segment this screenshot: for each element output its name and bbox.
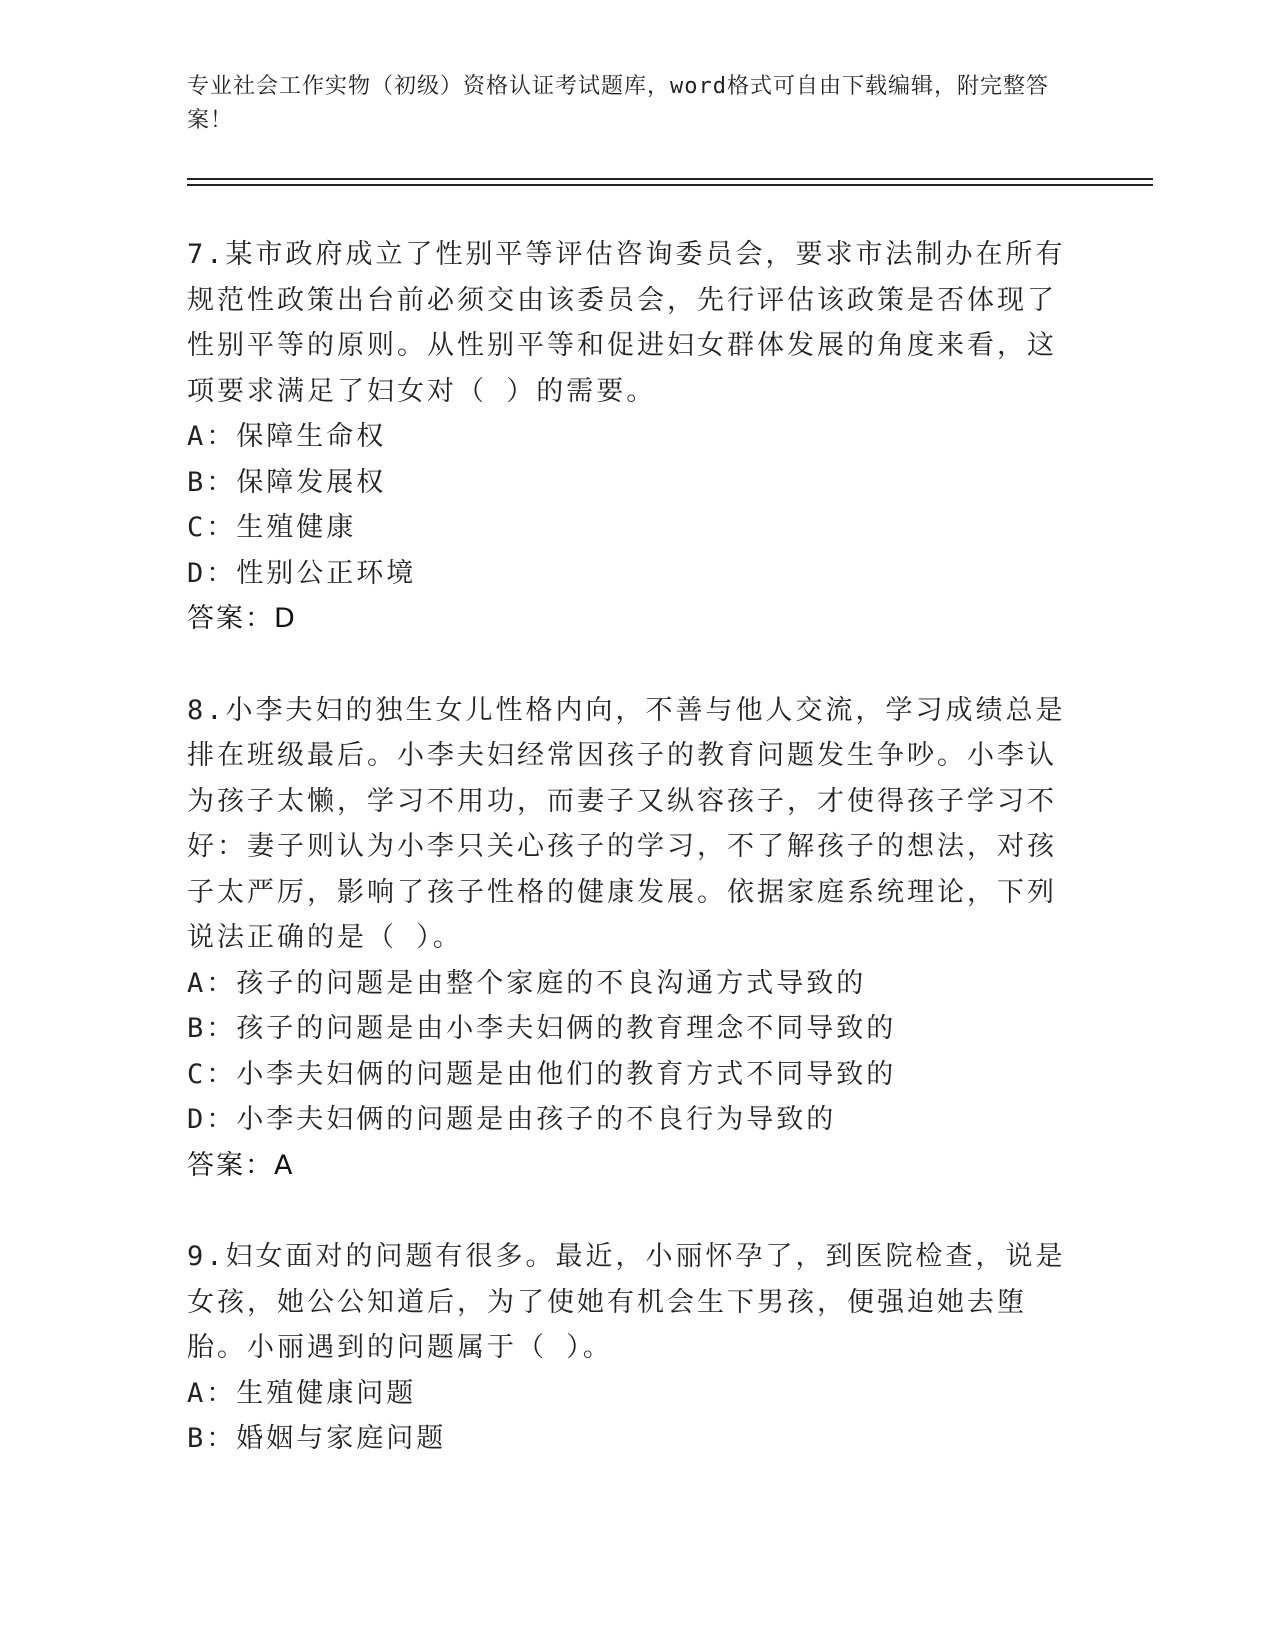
answer: 答案：D xyxy=(187,603,297,634)
option-d: D：小李夫妇俩的问题是由孩子的不良行为导致的 xyxy=(187,1104,837,1135)
question-9 xyxy=(187,1234,1067,1462)
question-7 xyxy=(187,232,1067,642)
document-header: 专业社会工作实物（初级）资格认证考试题库，word格式可自由下载编辑，附完整答案！ xyxy=(187,74,1049,133)
header-rule-top xyxy=(187,178,1153,180)
answer: 答案：A xyxy=(187,1149,295,1181)
option-b: B：保障发展权 xyxy=(187,466,387,498)
option-a: A：孩子的问题是由整个家庭的不良沟通方式导致的 xyxy=(187,967,867,999)
option-a: A：保障生命权 xyxy=(187,421,387,452)
option-b: B：婚姻与家庭问题 xyxy=(187,1423,447,1454)
option-c: C：小李夫妇俩的问题是由他们的教育方式不同导致的 xyxy=(187,1058,897,1090)
question-stem: 9.妇女面对的问题有很多。最近，小丽怀孕了，到医院检查，说是女孩，她公公知道后，为了使她有机会生下男孩，便强迫她去堕胎。小丽遇到的问题属于（ ）。 xyxy=(187,1241,1066,1363)
question-list xyxy=(187,232,1067,1508)
question-stem: 8.小李夫妇的独生女儿性格内向，不善与他人交流，学习成绩总是排在班级最后。小李夫妇经常因孩子的教育问题发生争吵。小李认为孩子太懒，学习不用功，而妻子又纵容孩子，才使得孩子学习不好：妻子则认为小李只关心孩子的学习，不了解孩子的想法，对孩子太严厉，影响了孩子性格的健康发展。依据家庭系统理论，下列说法正确的是（ ）。 xyxy=(187,694,1066,953)
option-b: B：孩子的问题是由小李夫妇俩的教育理念不同导致的 xyxy=(187,1013,897,1044)
option-a: A：生殖健康问题 xyxy=(187,1377,417,1409)
question-stem: 7.某市政府成立了性别平等评估咨询委员会，要求市法制办在所有规范性政策出台前必须交由该委员会，先行评估该政策是否体现了性别平等的原则。从性别平等和促进妇女群体发展的角度来看，这项要求满足了妇女对（ ）的需要。 xyxy=(187,239,1066,407)
option-c: C：生殖健康 xyxy=(187,512,357,543)
header-rule-bottom xyxy=(187,184,1153,186)
question-8 xyxy=(187,688,1067,1189)
option-d: D：性别公正环境 xyxy=(187,557,417,589)
